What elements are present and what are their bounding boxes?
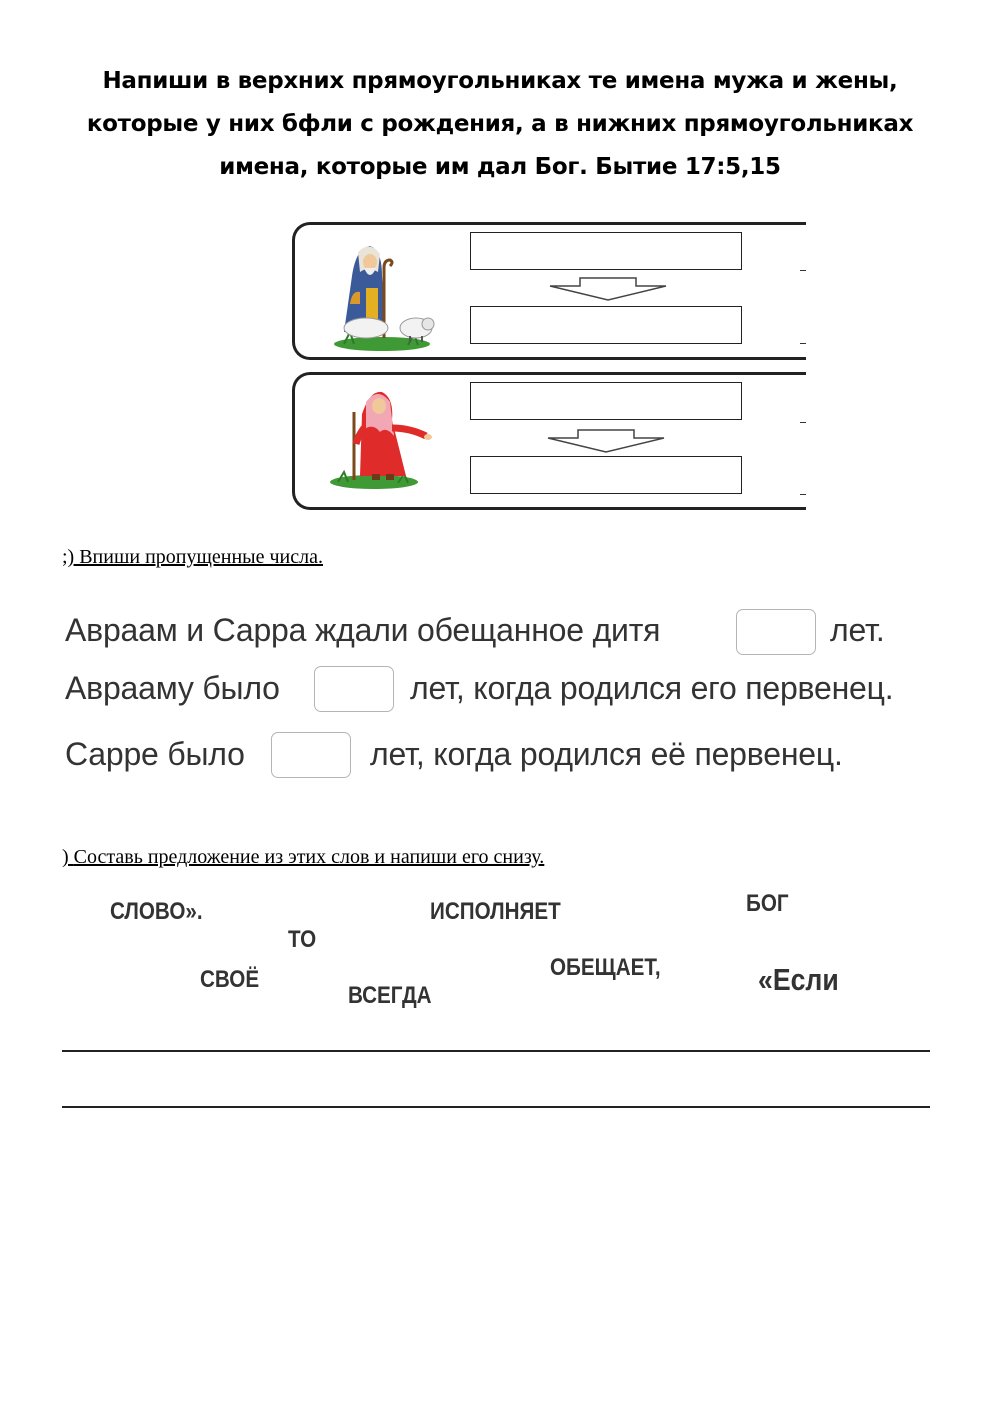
sentence-2-end: лет, когда родился его первенец.	[410, 670, 894, 706]
birth-name-field-husband[interactable]	[470, 232, 742, 270]
sentence-3-end: лет, когда родился её первенец.	[370, 736, 843, 772]
years-waited-input[interactable]	[736, 609, 816, 655]
word-card[interactable]: ВСЕГДА	[348, 982, 432, 1009]
answer-line-2[interactable]	[62, 1106, 930, 1108]
instruction-text	[40, 60, 960, 189]
instruction-line-3: имена, которые им дал Бог. Бытие 17:5,15	[219, 154, 781, 180]
shepherd-with-sheep-icon	[330, 232, 442, 359]
sentence-3-start: Сарре было	[65, 736, 245, 772]
word-card[interactable]: СЛОВО».	[110, 898, 203, 925]
sentence-1-end: лет.	[830, 612, 885, 648]
new-name-field-husband[interactable]	[470, 306, 742, 344]
abraham-age-input[interactable]	[314, 666, 394, 712]
answer-line-1[interactable]	[62, 1050, 930, 1052]
instruction-line-1: Напиши в верхних прямоугольниках те имена мужа и жены,	[102, 68, 898, 94]
woman-with-staff-icon	[322, 384, 434, 495]
birth-name-field-wife[interactable]	[470, 382, 742, 420]
panel-crop-edge	[806, 200, 1000, 530]
word-card[interactable]: ИСПОЛНЯЕТ	[430, 898, 561, 925]
missing-numbers-label: ;) Впиши пропущенные числа.	[62, 546, 323, 568]
word-card[interactable]: ТО	[288, 926, 317, 953]
instruction-line-2: которые у них бфли с рождения, а в нижних прямоугольниках	[86, 111, 914, 137]
down-arrow-icon	[546, 428, 666, 454]
word-card[interactable]: ОБЕЩАЕТ,	[550, 954, 661, 981]
word-card[interactable]: СВОЁ	[200, 966, 260, 993]
new-name-field-wife[interactable]	[470, 456, 742, 494]
down-arrow-icon	[548, 276, 668, 302]
word-card[interactable]: БОГ	[746, 890, 789, 917]
word-card[interactable]: «Если	[758, 962, 839, 997]
sarah-age-input[interactable]	[271, 732, 351, 778]
sentence-2-start: Аврааму было	[65, 670, 280, 706]
compose-sentence-label: ) Составь предложение из этих слов и напиши его снизу.	[62, 846, 545, 868]
sentence-1-start: Авраам и Сарра ждали обещанное дитя	[65, 612, 661, 648]
